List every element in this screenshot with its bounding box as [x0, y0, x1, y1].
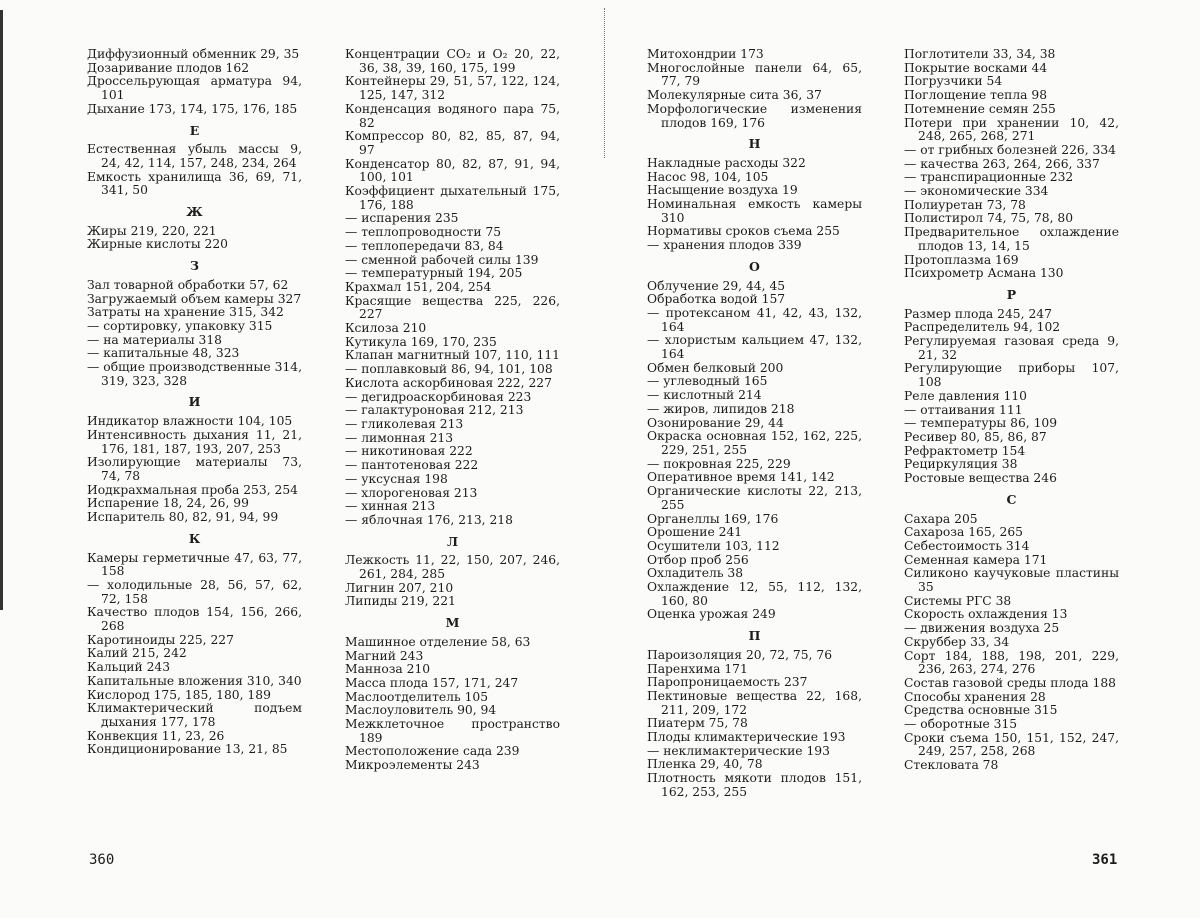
index-entry: — галактуроновая 212, 213	[345, 403, 524, 418]
index-column	[87, 48, 302, 757]
index-column	[647, 48, 862, 800]
index-entry: Накладные расходы 322	[647, 155, 806, 170]
index-entry: Пароизоляция 20, 72, 75, 76	[647, 647, 833, 662]
index-entry: Кислота аскорбиновая 222, 227	[345, 375, 552, 390]
index-letter-heading: Р	[1006, 286, 1017, 302]
index-entry: Лежкость 11, 22, 150, 207, 246, 261, 284, 285	[345, 553, 560, 582]
index-entry: Конвекция 11, 23, 26	[87, 728, 225, 743]
index-entry: Магний 243	[345, 648, 424, 663]
right-page	[600, 0, 1200, 918]
index-entry: Калий 215, 242	[87, 646, 187, 661]
index-entry: — никотиновая 222	[345, 444, 473, 459]
index-entry: — температуры 86, 109	[904, 416, 1058, 431]
index-entry: — лимонная 213	[345, 430, 454, 445]
index-entry: — пантотеновая 222	[345, 458, 479, 473]
index-entry: Сроки съема 150, 151, 152, 247, 249, 257, 258, 268	[904, 730, 1119, 759]
index-entry: Манноза 210	[345, 662, 431, 677]
index-entry: Маслоотделитель 105	[345, 689, 489, 704]
index-entry: Обработка водой 157	[647, 292, 786, 307]
index-entry: Насос 98, 104, 105	[647, 169, 769, 184]
index-letter-heading: Н	[748, 136, 761, 152]
index-entry: Межклеточное пространство 189	[345, 717, 560, 745]
index-entry: Номинальная емкость камеры 310	[647, 197, 862, 225]
index-entry: Пленка 29, 40, 78	[647, 757, 763, 772]
index-entry: Коэффициент дыхательный 175, 176, 188	[345, 184, 560, 212]
index-entry: Ксилоза 210	[345, 321, 427, 336]
index-letter-heading: Ж	[186, 204, 203, 220]
index-entry: Облучение 29, 44, 45	[647, 278, 786, 293]
index-entry: Капитальные вложения 310, 340	[87, 673, 302, 688]
index-entry: Покрытие восками 44	[904, 60, 1048, 75]
index-entry: Охлаждение 12, 55, 112, 132, 160, 80	[647, 580, 862, 608]
index-entry: — температурный 194, 205	[345, 266, 523, 281]
index-entry: Скруббер 33, 34	[904, 634, 1010, 649]
index-entry: Кальций 243	[87, 660, 171, 675]
index-entry: Орошение 241	[647, 525, 743, 540]
index-entry: — поплавковый 86, 94, 101, 108	[345, 362, 553, 377]
index-entry: Концентрации CO₂ и O₂ 20, 22, 36, 38, 39, 160, 175, 199	[345, 47, 560, 75]
index-entry: — экономические 334	[904, 184, 1049, 199]
index-entry: Лигнин 207, 210	[345, 580, 454, 595]
index-entry: Маслоуловитель 90, 94	[345, 703, 497, 718]
index-entry: — холодильные 28, 56, 57, 62, 72, 158	[87, 577, 302, 606]
index-entry: Морфологические изменения плодов 169, 176	[647, 101, 862, 130]
index-entry: — углеводный 165	[647, 374, 768, 389]
index-entry: Молекулярные сита 36, 37	[647, 88, 822, 103]
index-entry: Оценка урожая 249	[647, 607, 776, 622]
index-entry: Регулируемая газовая среда 9, 21, 32	[904, 334, 1119, 362]
index-entry: Поглотители 33, 34, 38	[904, 47, 1056, 61]
index-entry: — кислотный 214	[647, 388, 762, 403]
index-entry: — оборотные 315	[904, 717, 1018, 732]
index-entry: Крахмал 151, 204, 254	[345, 279, 492, 294]
index-entry: Затраты на хранение 315, 342	[87, 305, 284, 320]
index-entry: — транспирационные 232	[904, 170, 1074, 185]
index-entry: — уксусная 198	[345, 471, 448, 486]
index-entry: Поглощение тепла 98	[904, 88, 1048, 103]
index-entry: — хлорогеновая 213	[345, 485, 478, 500]
index-entry: Дозаривание плодов 162	[87, 60, 250, 75]
index-entry: Ростовые вещества 246	[904, 471, 1057, 486]
index-entry: — покровная 225, 229	[647, 456, 791, 471]
index-entry: Контейнеры 29, 51, 57, 122, 124, 125, 147, 312	[345, 74, 560, 103]
index-entry: Полиуретан 73, 78	[904, 197, 1026, 212]
index-entry: — качества 263, 264, 266, 337	[904, 156, 1100, 171]
index-entry: Жирные кислоты 220	[87, 237, 229, 252]
index-column	[904, 48, 1119, 773]
index-entry: — общие производственные 314, 319, 323, 328	[87, 360, 302, 388]
index-entry: Конденсация водяного пара 75, 82	[345, 101, 560, 130]
index-entry: Индикатор влажности 104, 105	[87, 414, 293, 429]
index-entry: — сортировку, упаковку 315	[87, 318, 273, 333]
index-entry: — дегидроаскорбиновая 223	[345, 389, 532, 404]
index-letter-heading: Л	[446, 533, 459, 549]
index-entry: — испарения 235	[345, 211, 459, 226]
index-entry: Потемнение семян 255	[904, 101, 1056, 116]
index-entry: Испарение 18, 24, 26, 99	[87, 496, 249, 511]
index-entry: Компрессор 80, 82, 85, 87, 94, 97	[345, 129, 560, 157]
index-letter-heading: К	[188, 530, 201, 546]
index-entry: Размер плода 245, 247	[904, 306, 1052, 321]
index-entry: Пектиновые вещества 22, 168, 211, 209, 172	[647, 688, 862, 717]
index-entry: Плотность мякоти плодов 151, 162, 253, 255	[647, 771, 862, 799]
index-entry: Каротиноиды 225, 227	[87, 632, 234, 647]
index-entry: Дыхание 173, 174, 175, 176, 185	[87, 101, 298, 116]
index-entry: Органеллы 169, 176	[647, 511, 779, 526]
page-number: 360	[89, 852, 115, 868]
index-entry: Озонирование 29, 44	[647, 415, 784, 430]
index-entry: — на материалы 318	[87, 332, 222, 347]
index-entry: Емкость хранилища 36, 69, 71, 341, 50	[87, 169, 302, 198]
index-entry: Силиконо каучуковые пластины 35	[904, 566, 1119, 595]
index-entry: Окраска основная 152, 162, 225, 229, 251, 255	[647, 429, 862, 457]
index-entry: Системы РГС 38	[904, 593, 1012, 608]
index-entry: Паропроницаемость 237	[647, 675, 808, 690]
index-entry: Кондиционирование 13, 21, 85	[87, 742, 288, 757]
index-entry: Полистирол 74, 75, 78, 80	[904, 211, 1074, 226]
index-entry: Красящие вещества 225, 226, 227	[345, 293, 560, 322]
index-entry: Стекловата 78	[904, 758, 999, 773]
index-entry: Зал товарной обработки 57, 62	[87, 277, 289, 292]
index-entry: Дроссельрующая арматура 94, 101	[87, 74, 302, 103]
index-letter-heading: З	[189, 258, 199, 274]
index-entry: Насыщение воздуха 19	[647, 183, 798, 198]
index-letter-heading: П	[748, 628, 761, 644]
index-entry: Микроэлементы 243	[345, 758, 480, 773]
index-entry: Предварительное охлаждение плодов 13, 14, 15	[904, 225, 1119, 253]
index-letter-heading: Е	[189, 122, 200, 138]
index-entry: Скорость охлаждения 13	[904, 607, 1068, 622]
index-entry: — движения воздуха 25	[904, 621, 1060, 636]
index-entry: Жиры 219, 220, 221	[87, 223, 217, 238]
index-letter-heading: О	[749, 258, 760, 274]
book-edge-shadow	[0, 10, 3, 610]
index-entry: Нормативы сроков съема 255	[647, 224, 840, 239]
index-entry: Качество плодов 154, 156, 266, 268	[87, 605, 302, 634]
index-entry: Осушители 103, 112	[647, 538, 780, 553]
index-letter-heading: С	[1006, 491, 1017, 507]
index-letter-heading: М	[445, 615, 460, 631]
index-entry: Многослойные панели 64, 65, 77, 79	[647, 60, 862, 89]
index-entry: Кислород 175, 185, 180, 189	[87, 687, 271, 702]
index-entry: — сменной рабочей силы 139	[345, 252, 539, 267]
index-entry: Интенсивность дыхания 11, 21, 176, 181, 187, 193, 207, 253	[87, 427, 302, 456]
index-entry: Диффузионный обменник 29, 35	[87, 47, 300, 61]
index-entry: Протоплазма 169	[904, 252, 1019, 267]
index-entry: — гликолевая 213	[345, 416, 464, 431]
index-entry: Масса плода 157, 171, 247	[345, 675, 519, 690]
index-entry: Себестоимость 314	[904, 538, 1030, 553]
index-entry: Психрометр Асмана 130	[904, 266, 1064, 281]
page-number: 361	[1092, 852, 1118, 868]
index-letter-heading: И	[188, 394, 201, 410]
index-entry: Сахара 205	[904, 511, 978, 526]
index-entry: — теплопроводности 75	[345, 225, 502, 240]
index-entry: — хранения плодов 339	[647, 238, 802, 253]
index-entry: Оперативное время 141, 142	[647, 470, 835, 485]
index-entry: Погрузчики 54	[904, 74, 1003, 89]
index-entry: Сорт 184, 188, 198, 201, 229, 236, 263, 274, 276	[904, 648, 1119, 677]
index-entry: Митохондрии 173	[647, 47, 764, 61]
index-entry: Испаритель 80, 82, 91, 94, 99	[87, 510, 279, 525]
index-entry: Обмен белковый 200	[647, 360, 784, 375]
index-entry: Иодкрахмальная проба 253, 254	[87, 482, 298, 497]
index-entry: — хлористым кальцием 47, 132, 164	[647, 333, 862, 362]
index-entry: Паренхима 171	[647, 661, 748, 676]
index-entry: Липиды 219, 221	[345, 594, 456, 609]
index-entry: — от грибных болезней 226, 334	[904, 142, 1117, 157]
index-entry: Отбор проб 256	[647, 552, 749, 567]
index-entry: Рециркуляция 38	[904, 457, 1018, 472]
index-entry: Местоположение сада 239	[345, 744, 520, 759]
index-entry: Кутикула 169, 170, 235	[345, 334, 497, 349]
index-entry: — неклимактерические 193	[647, 743, 830, 758]
index-column	[345, 48, 560, 773]
index-entry: Конденсатор 80, 82, 87, 91, 94, 100, 101	[345, 156, 560, 185]
index-entry: — протексаном 41, 42, 43, 132, 164	[647, 305, 862, 334]
index-entry: — яблочная 176, 213, 218	[345, 512, 513, 527]
index-entry: Потери при хранении 10, 42, 248, 265, 268, 271	[904, 115, 1119, 144]
index-entry: Семенная камера 171	[904, 552, 1048, 567]
index-entry: Клапан магнитный 107, 110, 111	[345, 348, 560, 363]
index-entry: Загружаемый объем камеры 327	[87, 291, 302, 306]
index-entry: Пиатерм 75, 78	[647, 716, 748, 731]
index-entry: — оттаивания 111	[904, 402, 1023, 417]
index-entry: Распределитель 94, 102	[904, 320, 1061, 335]
index-entry: Состав газовой среды плода 188	[904, 675, 1116, 690]
index-entry: Рефрактометр 154	[904, 443, 1026, 458]
index-entry: Естественная убыль массы 9, 24, 42, 114, 157, 248, 234, 264	[87, 142, 302, 170]
index-entry: — хинная 213	[345, 499, 436, 514]
index-entry: — жиров, липидов 218	[647, 401, 795, 416]
index-entry: Способы хранения 28	[904, 689, 1046, 704]
index-entry: Машинное отделение 58, 63	[345, 634, 531, 649]
index-entry: Камеры герметичные 47, 63, 77, 158	[87, 550, 302, 579]
index-entry: Климактерический подъем дыхания 177, 178	[87, 701, 302, 729]
index-entry: Изолирующие материалы 73, 74, 78	[87, 455, 302, 483]
index-entry: Охладитель 38	[647, 566, 744, 581]
index-entry: Реле давления 110	[904, 388, 1027, 403]
index-entry: Средства основные 315	[904, 703, 1058, 718]
index-entry: — теплопередачи 83, 84	[345, 238, 504, 253]
index-entry: — капитальные 48, 323	[87, 346, 240, 361]
index-entry: Ресивер 80, 85, 86, 87	[904, 429, 1047, 444]
index-entry: Органические кислоты 22, 213, 255	[647, 484, 862, 512]
index-entry: Сахароза 165, 265	[904, 525, 1023, 540]
index-entry: Регулирующие приборы 107, 108	[904, 361, 1119, 390]
index-entry: Плоды климактерические 193	[647, 730, 846, 745]
